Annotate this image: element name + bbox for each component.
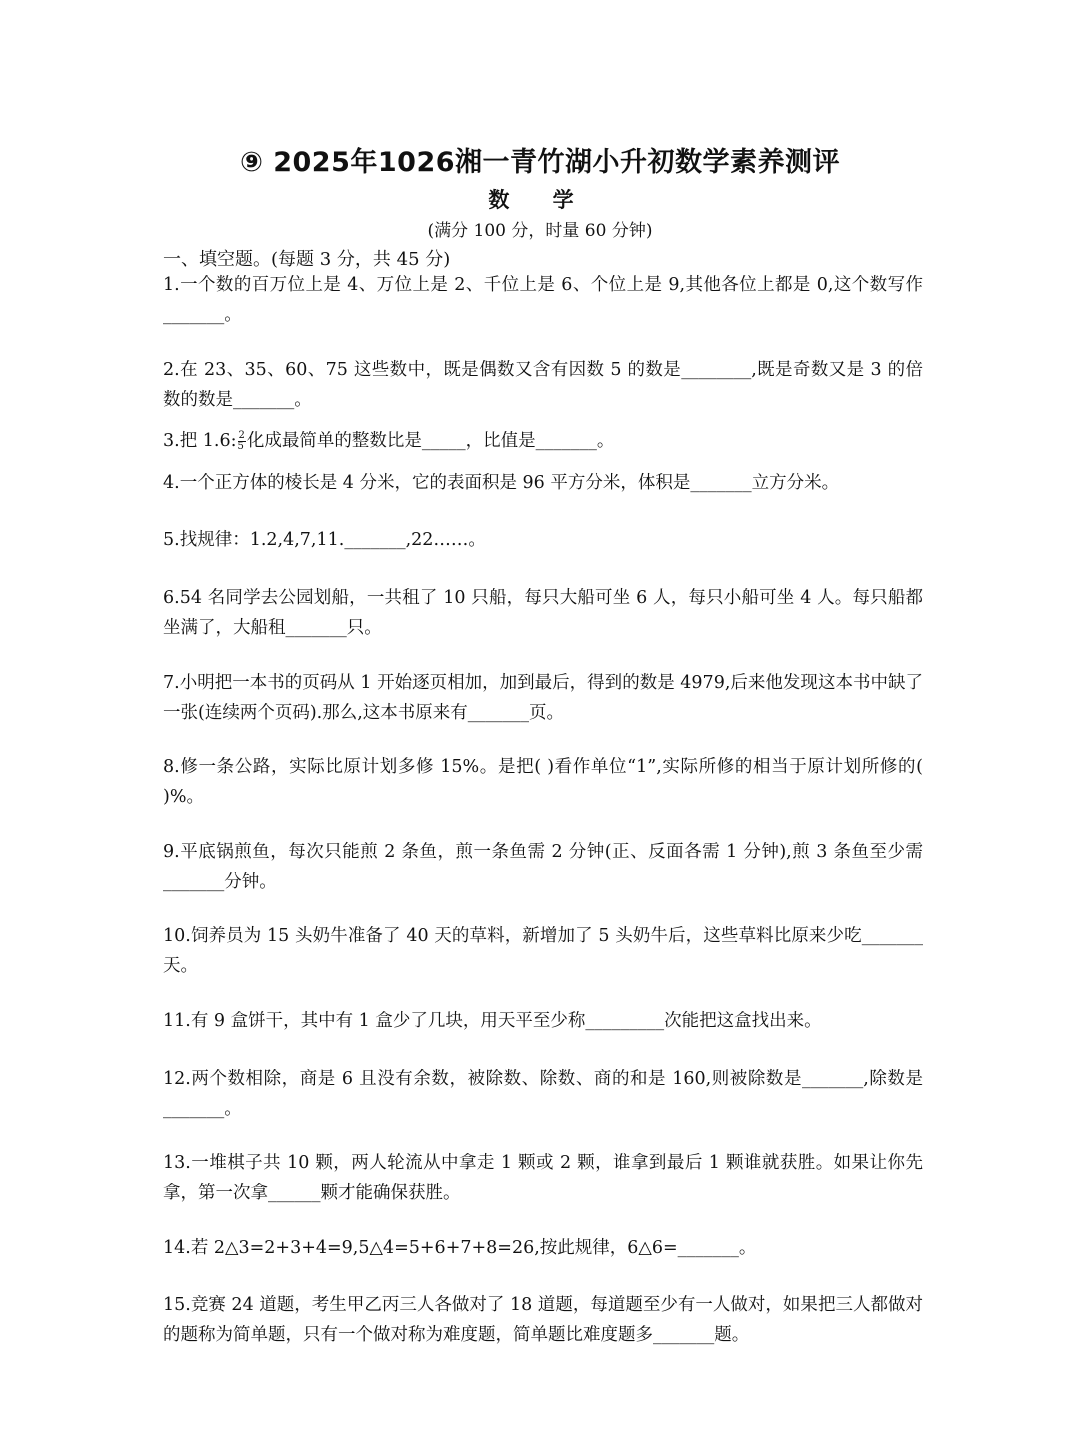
exam-title: ⑨ 2025年1026湘一青竹湖小升初数学素养测评: [239, 147, 841, 178]
question-11: 11.有 9 盒饼干，其中有 1 盒少了几块，用天平至少称_________次能把这盒找出来。: [163, 1011, 822, 1031]
fraction-numerator: 2: [238, 430, 245, 441]
question-3-prefix: 3.把 1.6:: [163, 431, 237, 451]
question-1: 1.一个数的百万位上是 4、万位上是 2、千位上是 6、个位上是 9,其他各位上都是 0,这个数写作_______。: [163, 275, 923, 325]
question-13: 13.一堆棋子共 10 颗，两人轮流从中拿走 1 颗或 2 颗，谁拿到最后 1 颗谁就获胜。如果让你先拿，第一次拿______颗才能确保获胜。: [163, 1153, 923, 1203]
subject-heading: 数 学: [488, 188, 592, 212]
question-14: 14.若 2△3=2+3+4=9,5△4=5+6+7+8=26,按此规律，6△6=_______。: [163, 1238, 757, 1258]
question-10: 10.饲养员为 15 头奶牛准备了 40 天的草料，新增加了 5 头奶牛后，这些草料比原来少吃_______天。: [163, 926, 923, 976]
question-7: 7.小明把一本书的页码从 1 开始逐页相加，加到最后，得到的数是 4979,后来他发现这本书中缺了一张(连续两个页码).那么,这本书原来有_______页。: [163, 673, 923, 723]
question-3: [163, 426, 923, 456]
question-6: 6.54 名同学去公园划船，一共租了 10 只船，每只大船可坐 6 人，每只小船可坐 4 人。每只船都坐满了，大船租_______只。: [163, 588, 923, 638]
fraction-denominator: 5: [237, 441, 244, 452]
question-8: 8.修一条公路，实际比原计划多修 15%。是把( )看作单位“1”,实际所修的相当于原计划所修的( )%。: [163, 757, 923, 807]
section-title: 一、填空题。(每题 3 分，共 45 分): [163, 249, 451, 270]
question-4: 4.一个正方体的棱长是 4 分米，它的表面积是 96 平方分米，体积是_______立方分米。: [163, 473, 840, 493]
question-5: 5.找规律：1.2,4,7,11._______,22……。: [163, 530, 486, 550]
question-2: 2.在 23、35、60、75 这些数中，既是偶数又含有因数 5 的数是________,既是奇数又是 3 的倍数的数是_______。: [163, 360, 923, 410]
question-15: 15.竞赛 24 道题，考生甲乙丙三人各做对了 18 道题，每道题至少有一人做对，如果把三人都做对的题称为简单题，只有一个做对称为难度题，简单题比难度题多_______题。: [163, 1295, 923, 1345]
question-12: 12.两个数相除，商是 6 且没有余数，被除数、除数、商的和是 160,则被除数是_______,除数是_______。: [163, 1069, 923, 1119]
fraction: [238, 431, 246, 452]
question-3-suffix: 化成最简单的整数比是_____，比值是_______。: [246, 431, 615, 451]
exam-meta: (满分 100 分，时量 60 分钟): [427, 221, 653, 241]
question-9: 9.平底锅煎鱼，每次只能煎 2 条鱼，煎一条鱼需 2 分钟(正、反面各需 1 分钟),煎 3 条鱼至少需_______分钟。: [163, 842, 923, 892]
